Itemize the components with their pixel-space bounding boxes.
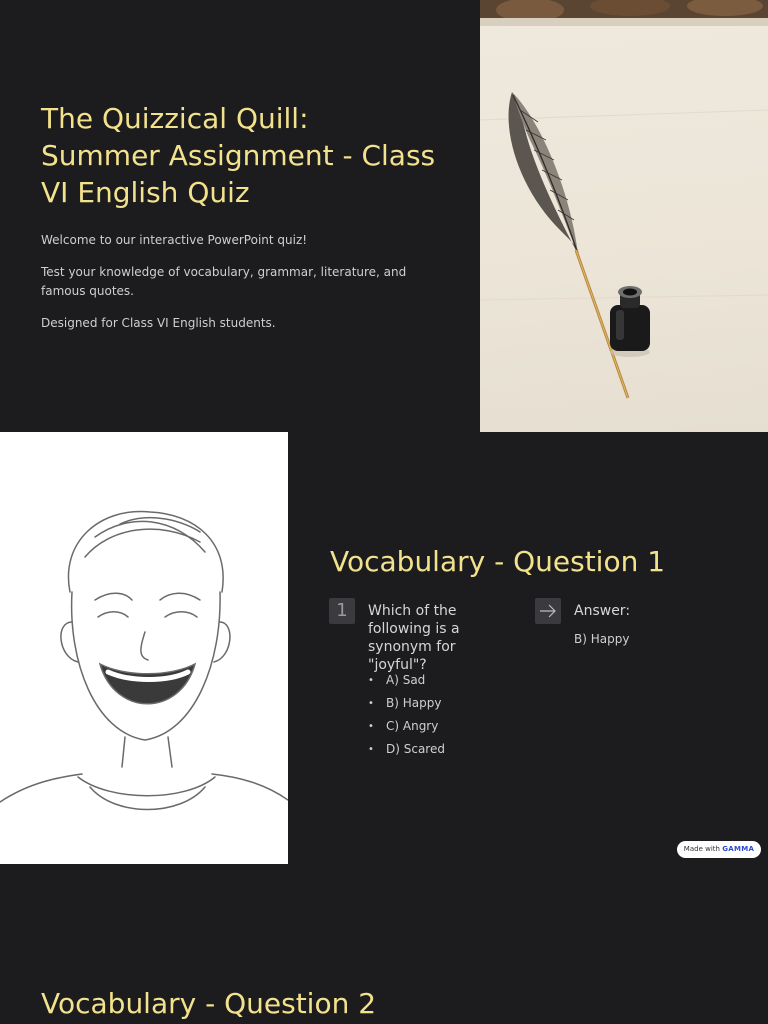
option-b: • B) Happy bbox=[368, 692, 445, 715]
quill-and-inkwell-icon bbox=[480, 0, 768, 432]
intro-paragraph-1: Welcome to our interactive PowerPoint quiz! bbox=[41, 233, 308, 247]
question-1-title: Vocabulary - Question 1 bbox=[330, 545, 666, 578]
question-text: Which of the following is a synonym for "joyful"? bbox=[368, 603, 460, 673]
badge-brand: GAMMA bbox=[722, 845, 755, 853]
intro-paragraph-3: Designed for Class VI English students. bbox=[41, 316, 276, 330]
intro-paragraph-2: Test your knowledge of vocabulary, grammar, literature, and famous quotes. bbox=[41, 265, 407, 298]
question-number-badge: 1 bbox=[329, 598, 355, 624]
laughing-person-sketch-icon bbox=[0, 432, 288, 864]
options-list bbox=[368, 669, 445, 761]
laughing-person-image bbox=[0, 432, 288, 864]
intro-text-block bbox=[41, 100, 436, 333]
slide-intro bbox=[0, 0, 768, 432]
option-d: • D) Scared bbox=[368, 738, 445, 761]
quill-inkwell-image bbox=[480, 0, 768, 432]
slide-question-2 bbox=[0, 864, 768, 1024]
badge-prefix: Made with bbox=[683, 845, 720, 853]
option-c: • C) Angry bbox=[368, 715, 445, 738]
intro-title: The Quizzical Quill: Summer Assignment - Class VI English Quiz bbox=[41, 102, 436, 209]
answer-label: Answer: bbox=[574, 603, 631, 619]
made-with-gamma-badge[interactable] bbox=[677, 841, 761, 858]
arrow-right-icon bbox=[535, 598, 561, 624]
answer-value: B) Happy bbox=[574, 632, 630, 646]
slide-question-1 bbox=[0, 432, 768, 864]
option-a: • A) Sad bbox=[368, 669, 445, 692]
question-2-title: Vocabulary - Question 2 bbox=[41, 987, 377, 1020]
